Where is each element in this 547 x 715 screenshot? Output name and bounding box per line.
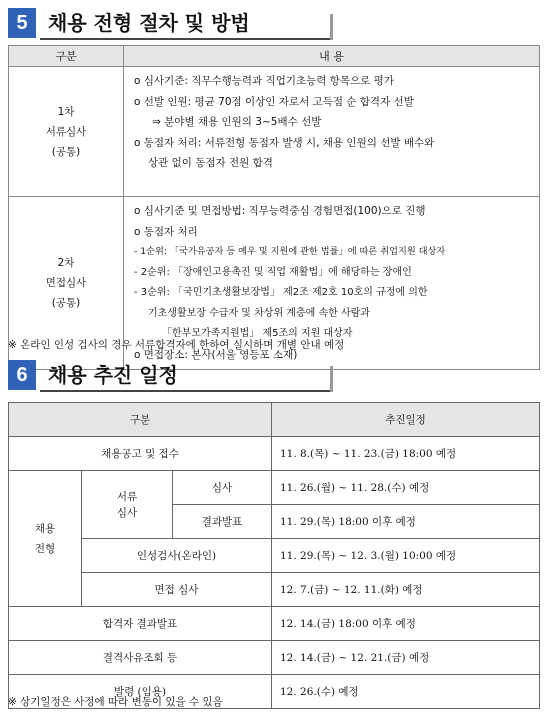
table-row: [9, 437, 540, 471]
section6-number: 6: [8, 360, 36, 390]
row-schedule: 11. 29.(목) ~ 12. 3.(월) 10:00 예정: [272, 539, 540, 573]
list-item: - 2순위: 「장애인고용촉진 및 직업 재활법」에 해당하는 장애인: [134, 266, 412, 278]
content-document-review: [124, 67, 540, 197]
table-row: [9, 471, 540, 505]
row-schedule: 12. 7.(금) ~ 12. 11.(화) 예정: [272, 573, 540, 607]
list-item: - 3순위: 「국민기초생활보장법」 제2조 제2호 10호의 규정에 의한: [134, 287, 428, 298]
row-label: 인성검사(온라인): [82, 539, 272, 573]
section6-shadow: [330, 366, 333, 392]
list-item: o 면접장소: 본사(서울 영등포 소재): [134, 348, 298, 361]
group-label-recruitment: 채용 전형: [9, 471, 82, 607]
row-schedule: 11. 8.(목) ~ 11. 23.(금) 18:00 예정: [272, 437, 540, 471]
table-row: [9, 539, 540, 573]
table-row: [9, 573, 540, 607]
list-item: - 1순위: 「국가유공자 등 예우 및 지원에 관한 법률」에 따른 취업지원 대상자: [134, 246, 446, 257]
table-row-document-review: [9, 67, 540, 197]
section5-note: ※ 온라인 인성 검사의 경우 서류합격자에 한하여 실시하며 개별 안내 예정: [8, 339, 345, 351]
header-schedule: 추진일정: [272, 403, 540, 437]
list-item: o 동점자 처리: 서류전형 동점자 발생 시, 채용 인원의 선발 배수와: [134, 136, 435, 149]
screening-procedure-table: [8, 45, 540, 370]
list-item: 「한부모가족지원법」 제5조의 지원 대상자: [162, 328, 353, 339]
list-item: o 선발 인원: 평균 70점 이상인 자로서 고득점 순 합격자 선발: [134, 95, 414, 108]
section5-underline: [40, 38, 330, 40]
category-interview: 2차 면접심사 (공통): [9, 197, 124, 370]
row-schedule: 12. 14.(금) ~ 12. 21.(금) 예정: [272, 641, 540, 675]
row-schedule: 11. 29.(목) 18:00 이후 예정: [272, 505, 540, 539]
header-content: 내 용: [124, 46, 540, 67]
list-item: o 심사기준: 직무수행능력과 직업기초능력 항목으로 평가: [134, 75, 394, 87]
row-schedule: 12. 14.(금) 18:00 이후 예정: [272, 607, 540, 641]
row-schedule: 12. 26.(수) 예정: [272, 675, 540, 709]
table-header-row: [9, 403, 540, 437]
row-schedule: 11. 26.(월) ~ 11. 28.(수) 예정: [272, 471, 540, 505]
section5-shadow: [330, 14, 333, 40]
list-item: o 동점자 처리: [134, 225, 198, 238]
table-header-row: [9, 46, 540, 67]
section6-title: 채용 추진 일정: [48, 363, 178, 387]
row-label: 심사: [173, 471, 272, 505]
section5-number: 5: [8, 8, 36, 38]
list-item: o 심사기준 및 면접방법: 직무능력중심 경험면접(100)으로 진행: [134, 205, 426, 217]
table-row: [9, 641, 540, 675]
list-item: 기초생활보장 수급자 및 차상위 계층에 속한 사람과: [148, 307, 370, 319]
row-label: 채용공고 및 접수: [9, 437, 272, 471]
header-category: 구분: [9, 46, 124, 67]
section5-title: 채용 전형 절차 및 방법: [48, 11, 250, 35]
list-item: ⇒ 분야별 채용 인원의 3~5배수 선발: [152, 116, 322, 128]
section6-underline: [40, 390, 330, 392]
row-label: 결격사유조회 등: [9, 641, 272, 675]
section5-header: [8, 8, 328, 40]
group-label-document-review: 서류 심사: [82, 471, 173, 539]
row-label: 결과발표: [173, 505, 272, 539]
section6-header: [8, 360, 328, 392]
table-row: [9, 607, 540, 641]
row-label: 합격자 결과발표: [9, 607, 272, 641]
list-item: 상관 없이 동점자 전원 합격: [148, 157, 273, 169]
row-label: 면접 심사: [82, 573, 272, 607]
section6-note: ※ 상기일정은 사정에 따라 변동이 있을 수 있음: [8, 696, 223, 708]
row-label: 발령 (임용): [9, 675, 272, 709]
category-document-review: 1차 서류심사 (공통): [9, 67, 124, 197]
recruitment-schedule-table: [8, 402, 540, 709]
header-category: 구분: [9, 403, 272, 437]
